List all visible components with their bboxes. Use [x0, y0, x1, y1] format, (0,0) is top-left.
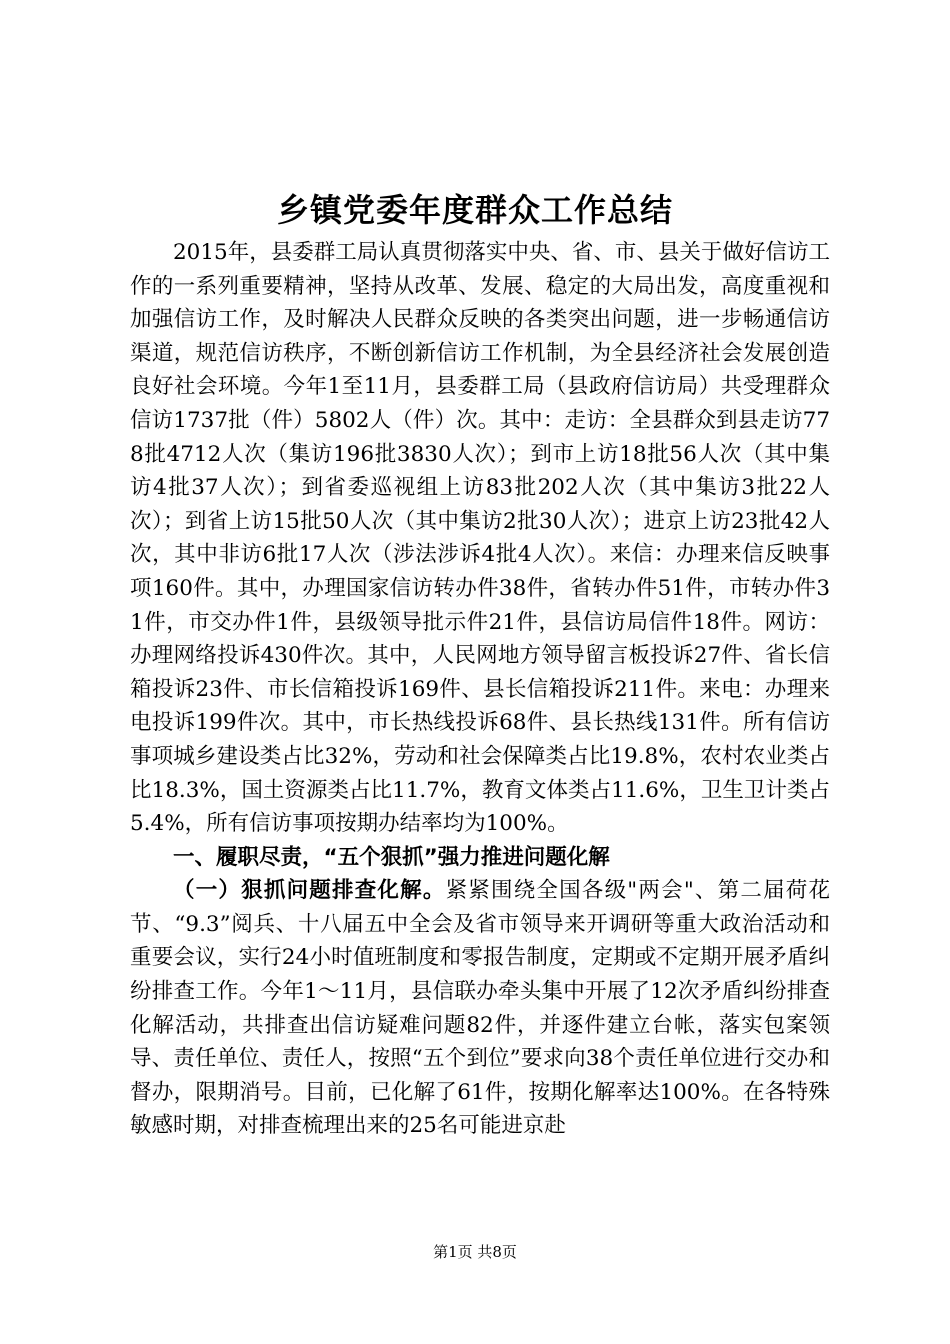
document-body: [130, 236, 830, 1143]
subsection-lead: （一）狠抓问题排查化解。: [173, 878, 446, 904]
page-footer: 第1页 共8页: [433, 1243, 517, 1261]
intro-paragraph: 2015年，县委群工局认真贯彻落实中央、省、市、县关于做好信访工作的一系列重要精神，坚持从改革、发展、稳定的大局出发，高度重视和加强信访工作，及时解决人民群众反映的各类突出问题，进一步畅通信访渠道，规范信访秩序，不断创新信访工作机制，为全县经济社会发展创造良好社会环境。今年1至11月，县委群工局（县政府信访局）共受理群众信访1737批（件）5802人（件）次。其中：走访：全县群众到县走访778批4712人次（集访196批3830人次）；到市上访18批56人次（其中集访4批37人次）；到省委巡视组上访83批202人次（其中集访3批22人次）；到省上访15批50人次（其中集访2批30人次）；进京上访23批42人次，其中非访6批17人次（涉法涉诉4批4人次）。来信：办理来信反映事项160件。其中，办理国家信访转办件38件，省转办件51件，市转办件31件，市交办件1件，县级领导批示件21件，县信访局信件18件。网访：办理网络投诉430件次。其中，人民网地方领导留言板投诉27件、省长信箱投诉23件、市长信箱投诉169件、县长信箱投诉211件。来电：办理来电投诉199件次。其中，市长热线投诉68件、县长热线131件。所有信访事项城乡建设类占比32%，劳动和社会保障类占比19.8%，农村农业类占比18.3%，国土资源类占比11.7%，教育文体类占11.6%，卫生卫计类占5.4%，所有信访事项按期办结率均为100%。: [130, 240, 830, 837]
section-heading: 一、履职尽责，“五个狠抓”强力推进问题化解: [173, 844, 610, 870]
document-title: 乡镇党委年度群众工作总结: [276, 191, 673, 229]
subsection-text: 紧紧围绕全国各级"两会"、第二届荷花节、“9.3”阅兵、十八届五中全会及省市领导来开调研等重大政治活动和重要会议，实行24小时值班制度和零报告制度，定期或不定期开展矛盾纠纷排查工作。今年1～11月，县信联办牵头集中开展了12次矛盾纠纷排查化解活动，共排查出信访疑难问题82件，并逐件建立台帐，落实包案领导、责任单位、责任人，按照“五个到位”要求向38个责任单位进行交办和督办，限期消号。目前，已化解了61件，按期化解率达100%。在各特殊敏感时期，对排查梳理出来的25名可能进京赴: [130, 878, 830, 1139]
subsection-paragraph: [130, 874, 830, 1143]
